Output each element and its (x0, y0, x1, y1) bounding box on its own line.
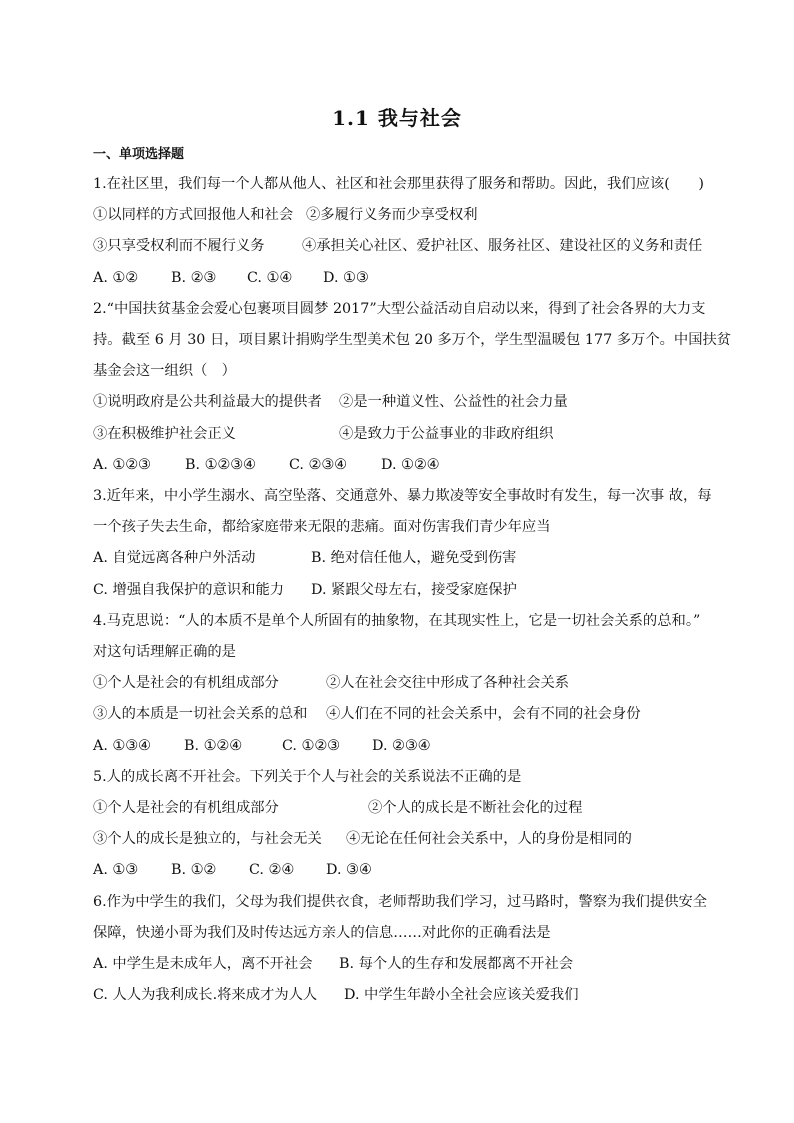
question-4-answer-a: A. ①③④ (93, 738, 151, 754)
question-2-option-4: ④是致力于公益事业的非政府组织 (339, 426, 554, 442)
question-2-option-3: ③在积极维护社会正义 (93, 426, 236, 442)
question-1-answer-d: D. ①③ (323, 270, 369, 286)
question-2-options-row-1 (93, 392, 568, 412)
question-4-stem-line-2: 对这句话理解正确的是 (93, 644, 236, 660)
question-2-options-row-2 (93, 424, 553, 444)
question-4-option-2: ②人在社会交往中形成了各种社会关系 (326, 675, 570, 691)
question-3-stem-line-1: 3.近年来，中小学生溺水、高空坠落、交通意外、暴力欺凌等安全事故时有发生，每一次事 故，每 (93, 488, 712, 504)
question-6-option-d: D. 中学生年龄小全社会应该关爱我们 (344, 987, 579, 1003)
question-5-option-1: ①个人是社会的有机组成部分 (93, 800, 279, 816)
question-1-options-row-2 (93, 236, 702, 256)
question-3-option-d: D. 紧跟父母左右，接受家庭保护 (311, 582, 517, 598)
question-4-option-3: ③人的本质是一切社会关系的总和 (93, 706, 308, 722)
question-6-option-a: A. 中学生是未成年人，离不开社会 (93, 956, 313, 972)
question-5-answer-d: D. ③④ (326, 862, 372, 878)
question-6-options-row-1 (93, 954, 573, 974)
question-5-answer-a: A. ①③ (93, 862, 139, 878)
question-2-stem-line-3: 基金会这一组织（ ） (93, 363, 236, 379)
question-5-answer-c: C. ②④ (249, 862, 295, 878)
question-2-answer-c: C. ②③④ (289, 457, 347, 473)
question-3-option-b: B. 绝对信任他人，避免受到伤害 (311, 550, 517, 566)
page-title: 1.1 我与社会 (332, 106, 462, 130)
question-1-answer-a: A. ①② (93, 270, 139, 286)
question-2-answer-b: B. ①②③④ (185, 457, 256, 473)
question-3-stem-line-2: 一个孩子失去生命，都给家庭带来无限的悲痛。面对伤害我们青少年应当 (93, 519, 551, 535)
question-1-option-3: ③只享受权利而不履行义务 (93, 238, 265, 254)
question-5-option-2: ②个人的成长是不断社会化的过程 (368, 800, 583, 816)
question-1-option-1: ①以同样的方式回报他人和社会 (93, 207, 294, 223)
question-6-options-row-2 (93, 985, 579, 1005)
question-1-options-row-1 (93, 205, 478, 225)
question-4-answer-d: D. ②③④ (372, 738, 431, 754)
question-2-answers (93, 455, 440, 475)
question-5-answer-b: B. ①② (171, 862, 217, 878)
question-4-options-row-2 (93, 704, 641, 724)
question-3-options-row-1 (93, 548, 516, 568)
question-5-option-4: ④无论在任何社会关系中，人的身份是相同的 (346, 831, 632, 847)
section-heading: 一、单项选择题 (93, 147, 185, 162)
question-5-options-row-1 (93, 798, 582, 818)
question-2-stem-line-2: 持。截至 6 月 30 日，项目累计捐购学生型美术包 20 多万个，学生型温暖包 177 多万个。中国扶贫 (93, 332, 732, 348)
question-3-options-row-2 (93, 580, 517, 600)
question-4-option-1: ①个人是社会的有机组成部分 (93, 675, 279, 691)
question-6-stem-line-2: 保障，快递小哥为我们及时传达远方亲人的信息……对此你的正确看法是 (93, 925, 551, 941)
question-1-answer-c: C. ①④ (247, 270, 293, 286)
question-4-stem-line-1: 4.马克思说：“人的本质不是单个人所固有的抽象物，在其现实性上，它是一切社会关系的总和。” (93, 613, 701, 629)
question-1-stem: 1.在社区里，我们每一个人都从他人、社区和社会那里获得了服务和帮助。因此，我们应该( ) (93, 176, 704, 192)
question-6-option-c: C. 人人为我利成长.将来成才为人人 (93, 987, 318, 1003)
question-2-option-2: ②是一种道义性、公益性的社会力量 (339, 394, 568, 410)
question-4-answer-b: B. ①②④ (184, 738, 243, 754)
question-4-answers (93, 736, 431, 756)
question-6-stem-line-1: 6.作为中学生的我们，父母为我们提供衣食，老师帮助我们学习，过马路时，警察为我们提供安全 (93, 894, 708, 910)
question-5-stem: 5.人的成长离不开社会。下列关于个人与社会的关系说法不正确的是 (93, 769, 522, 785)
question-4-options-row-1 (93, 673, 569, 693)
question-3-option-c: C. 增强自我保护的意识和能力 (93, 582, 285, 598)
question-1-option-2: ②多履行义务而少享受权利 (306, 207, 478, 223)
question-2-option-1: ①说明政府是公共利益最大的提供者 (93, 394, 322, 410)
question-5-option-3: ③个人的成长是独立的，与社会无关 (93, 831, 322, 847)
question-5-answers (93, 860, 372, 880)
question-2-answer-d: D. ①②④ (381, 457, 440, 473)
question-4-answer-c: C. ①②③ (282, 738, 340, 754)
question-1-option-4: ④承担关心社区、爱护社区、服务社区、建设社区的义务和责任 (302, 238, 703, 254)
question-2-answer-a: A. ①②③ (93, 457, 151, 473)
question-1-answer-b: B. ②③ (171, 270, 217, 286)
question-1-answers (93, 268, 369, 288)
question-2-stem-line-1: 2.“中国扶贫基金会爱心包裹项目圆梦 2017”大型公益活动自启动以来，得到了社会各界的大力支 (93, 301, 706, 317)
question-6-option-b: B. 每个人的生存和发展都离不开社会 (339, 956, 574, 972)
question-3-option-a: A. 自觉远离各种户外活动 (93, 550, 256, 566)
question-4-option-4: ④人们在不同的社会关系中，会有不同的社会身份 (326, 706, 641, 722)
question-5-options-row-2 (93, 829, 632, 849)
